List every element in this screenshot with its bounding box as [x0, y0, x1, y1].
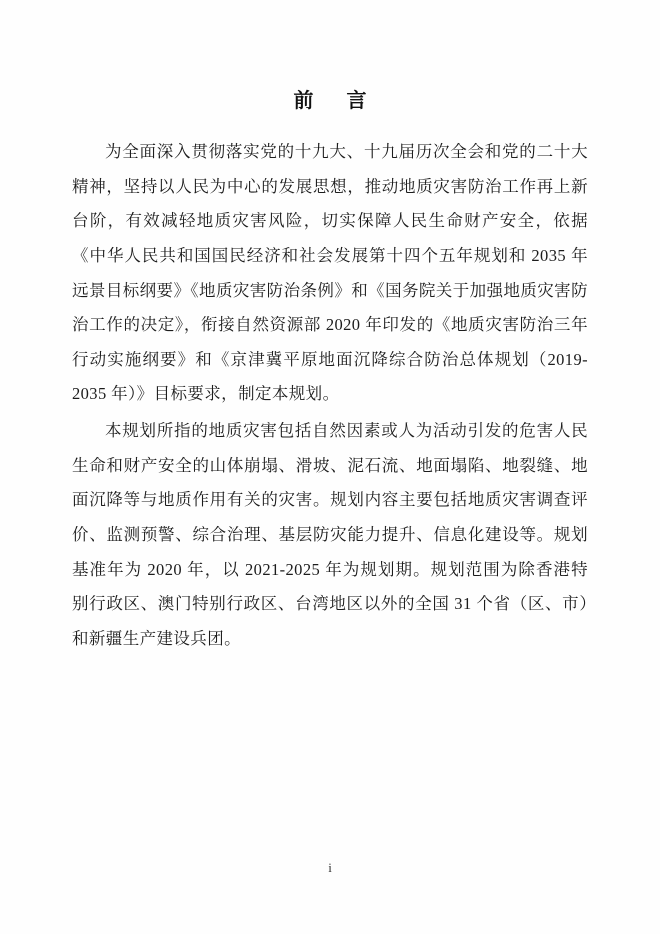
page-title: 前 言	[293, 90, 381, 112]
paragraph-1: 为全面深入贯彻落实党的十九大、十九届历次全会和党的二十大精神，坚持以人民为中心的发展思想，推动地质灾害防治工作再上新台阶，有效减轻地质灾害风险，切实保障人民生命财产安全，依据《中华人民共和国国民经济和社会发展第十四个五年规划和 2035 年远景目标纲要》《地质灾害防治条例》和《国务院关于加强地质灾害防治工作的决定》，衔接自然资源部 2020 年印发的《地质灾害防治三年行动实施纲要》和《京津冀平原地面沉降综合防治总体规划（2019-2035 年）》目标要求，制定本规划。	[72, 142, 588, 404]
page-number: i	[328, 860, 332, 875]
paragraph-2: 本规划所指的地质灾害包括自然因素或人为活动引发的危害人民生命和财产安全的山体崩塌、滑坡、泥石流、地面塌陷、地裂缝、地面沉降等与地质作用有关的灾害。规划内容主要包括地质灾害调查评价、监测预警、综合治理、基层防灾能力提升、信息化建设等。规划基准年为 2020 年，以 2021-2025 年为规划期。规划范围为除香港特别行政区、澳门特别行政区、台湾地区以外的全国 31 个省（区、市）和新疆生产建设兵团。	[72, 421, 588, 648]
